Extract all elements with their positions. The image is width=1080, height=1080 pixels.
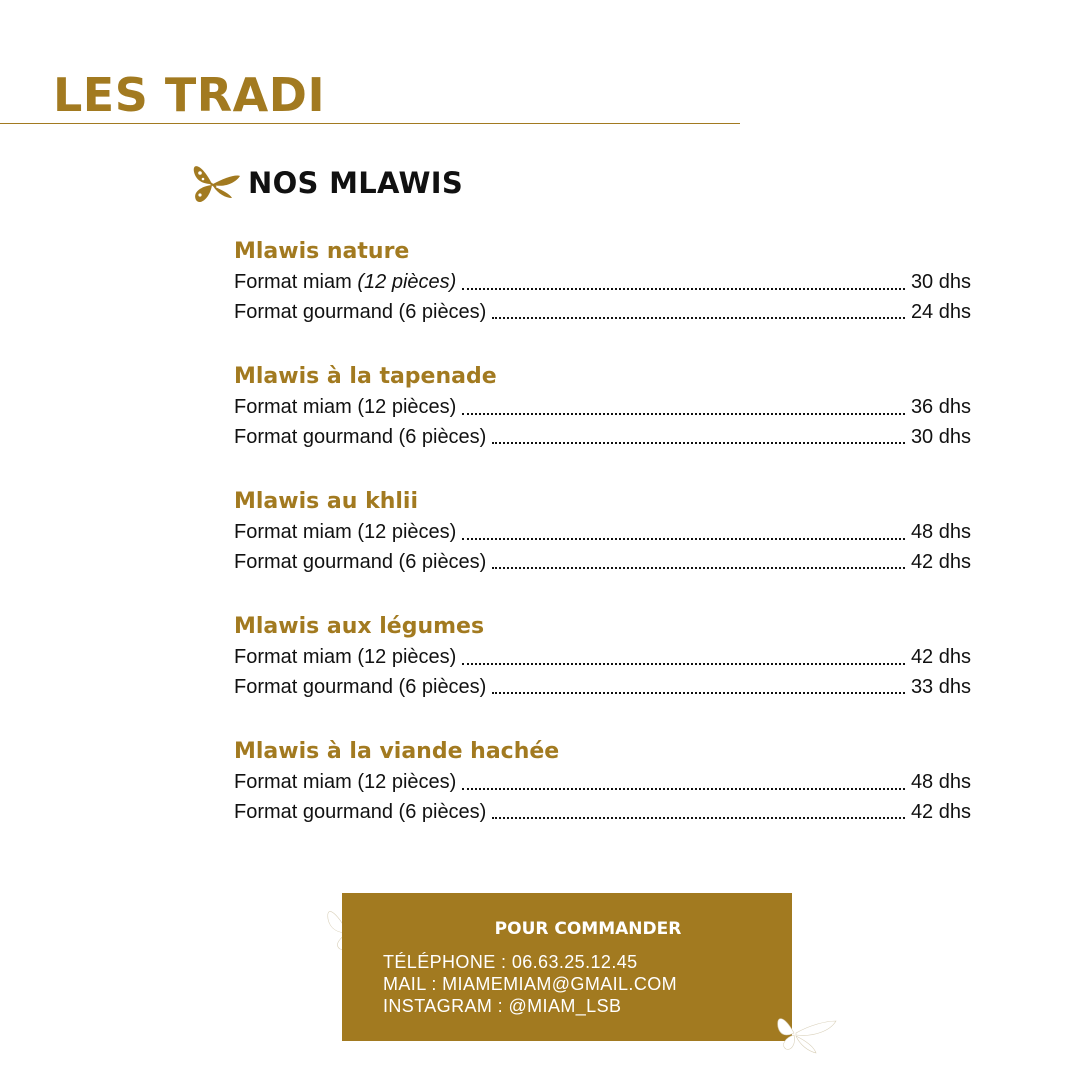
format-name: Format miam — [234, 271, 352, 293]
butterfly-icon — [188, 160, 242, 206]
dot-leader — [492, 441, 905, 444]
contact-mail[interactable]: MAIL : MIAMEMIAM@GMAIL.COM — [383, 974, 678, 994]
price: 48 dhs — [910, 771, 971, 793]
dot-leader — [492, 566, 905, 569]
menu-row-label — [234, 518, 456, 548]
contact-instagram[interactable]: INSTAGRAM : @MIAM_LSB — [383, 996, 622, 1016]
format-name: Format gourmand — [234, 300, 393, 323]
format-detail: (6 pièces) — [398, 550, 487, 573]
menu-group-name: Mlawis aux légumes — [234, 614, 485, 639]
menu-row-label — [234, 548, 486, 578]
butterfly-icon — [770, 1005, 842, 1061]
format-detail: (12 pièces) — [357, 271, 457, 293]
format-name: Format gourmand — [234, 675, 393, 698]
menu-row — [234, 643, 971, 673]
menu-row-label — [234, 798, 486, 828]
format-detail: (12 pièces) — [357, 771, 457, 793]
menu-group — [234, 361, 971, 452]
menu-row — [234, 548, 971, 578]
menu-row — [234, 268, 971, 298]
price: 42 dhs — [910, 646, 971, 668]
price: 42 dhs — [910, 550, 971, 573]
format-detail: (6 pièces) — [398, 800, 487, 823]
dot-leader — [462, 287, 905, 290]
menu-list — [234, 236, 971, 861]
dot-leader — [462, 537, 905, 540]
price: 33 dhs — [910, 675, 971, 698]
menu-row-label — [234, 673, 486, 703]
format-detail: (6 pièces) — [398, 675, 487, 698]
contact-info — [383, 951, 677, 1017]
menu-row — [234, 298, 971, 328]
format-detail: (12 pièces) — [357, 521, 457, 543]
dot-leader — [462, 787, 905, 790]
menu-row-label — [234, 643, 456, 673]
menu-row — [234, 393, 971, 423]
menu-group-name: Mlawis au khlii — [234, 489, 418, 514]
menu-row-label — [234, 268, 456, 298]
menu-group-name: Mlawis à la viande hachée — [234, 739, 560, 764]
title-divider — [0, 123, 740, 124]
menu-group-name: Mlawis à la tapenade — [234, 364, 497, 389]
price: 24 dhs — [910, 300, 971, 323]
menu-row — [234, 673, 971, 703]
dot-leader — [462, 412, 905, 415]
menu-row — [234, 768, 971, 798]
price: 30 dhs — [910, 271, 971, 293]
page-title: LES TRADI — [53, 68, 326, 122]
format-name: Format gourmand — [234, 425, 393, 448]
format-detail: (6 pièces) — [398, 300, 487, 323]
order-title: POUR COMMANDER — [494, 919, 682, 939]
format-name: Format miam — [234, 646, 352, 668]
contact-phone[interactable]: TÉLÉPHONE : 06.63.25.12.45 — [383, 952, 638, 972]
format-detail: (12 pièces) — [357, 646, 457, 668]
dot-leader — [462, 662, 905, 665]
format-detail: (6 pièces) — [398, 425, 487, 448]
format-detail: (12 pièces) — [357, 396, 457, 418]
format-name: Format miam — [234, 396, 352, 418]
menu-group — [234, 736, 971, 827]
menu-group-name: Mlawis nature — [234, 239, 410, 264]
menu-row — [234, 518, 971, 548]
format-name: Format miam — [234, 521, 352, 543]
menu-group — [234, 611, 971, 702]
section-heading — [188, 160, 463, 206]
dot-leader — [492, 316, 905, 319]
section-title: NOS MLAWIS — [248, 166, 464, 200]
price: 42 dhs — [910, 800, 971, 823]
price: 30 dhs — [910, 425, 971, 448]
format-name: Format gourmand — [234, 800, 393, 823]
format-name: Format gourmand — [234, 550, 393, 573]
format-name: Format miam — [234, 771, 352, 793]
menu-row-label — [234, 423, 486, 453]
menu-row — [234, 798, 971, 828]
menu-row-label — [234, 298, 486, 328]
price: 36 dhs — [910, 396, 971, 418]
menu-row-label — [234, 393, 456, 423]
dot-leader — [492, 816, 905, 819]
menu-row-label — [234, 768, 456, 798]
dot-leader — [492, 691, 905, 694]
menu-row — [234, 423, 971, 453]
price: 48 dhs — [910, 521, 971, 543]
menu-group — [234, 236, 971, 327]
menu-group — [234, 486, 971, 577]
order-box — [342, 893, 792, 1041]
